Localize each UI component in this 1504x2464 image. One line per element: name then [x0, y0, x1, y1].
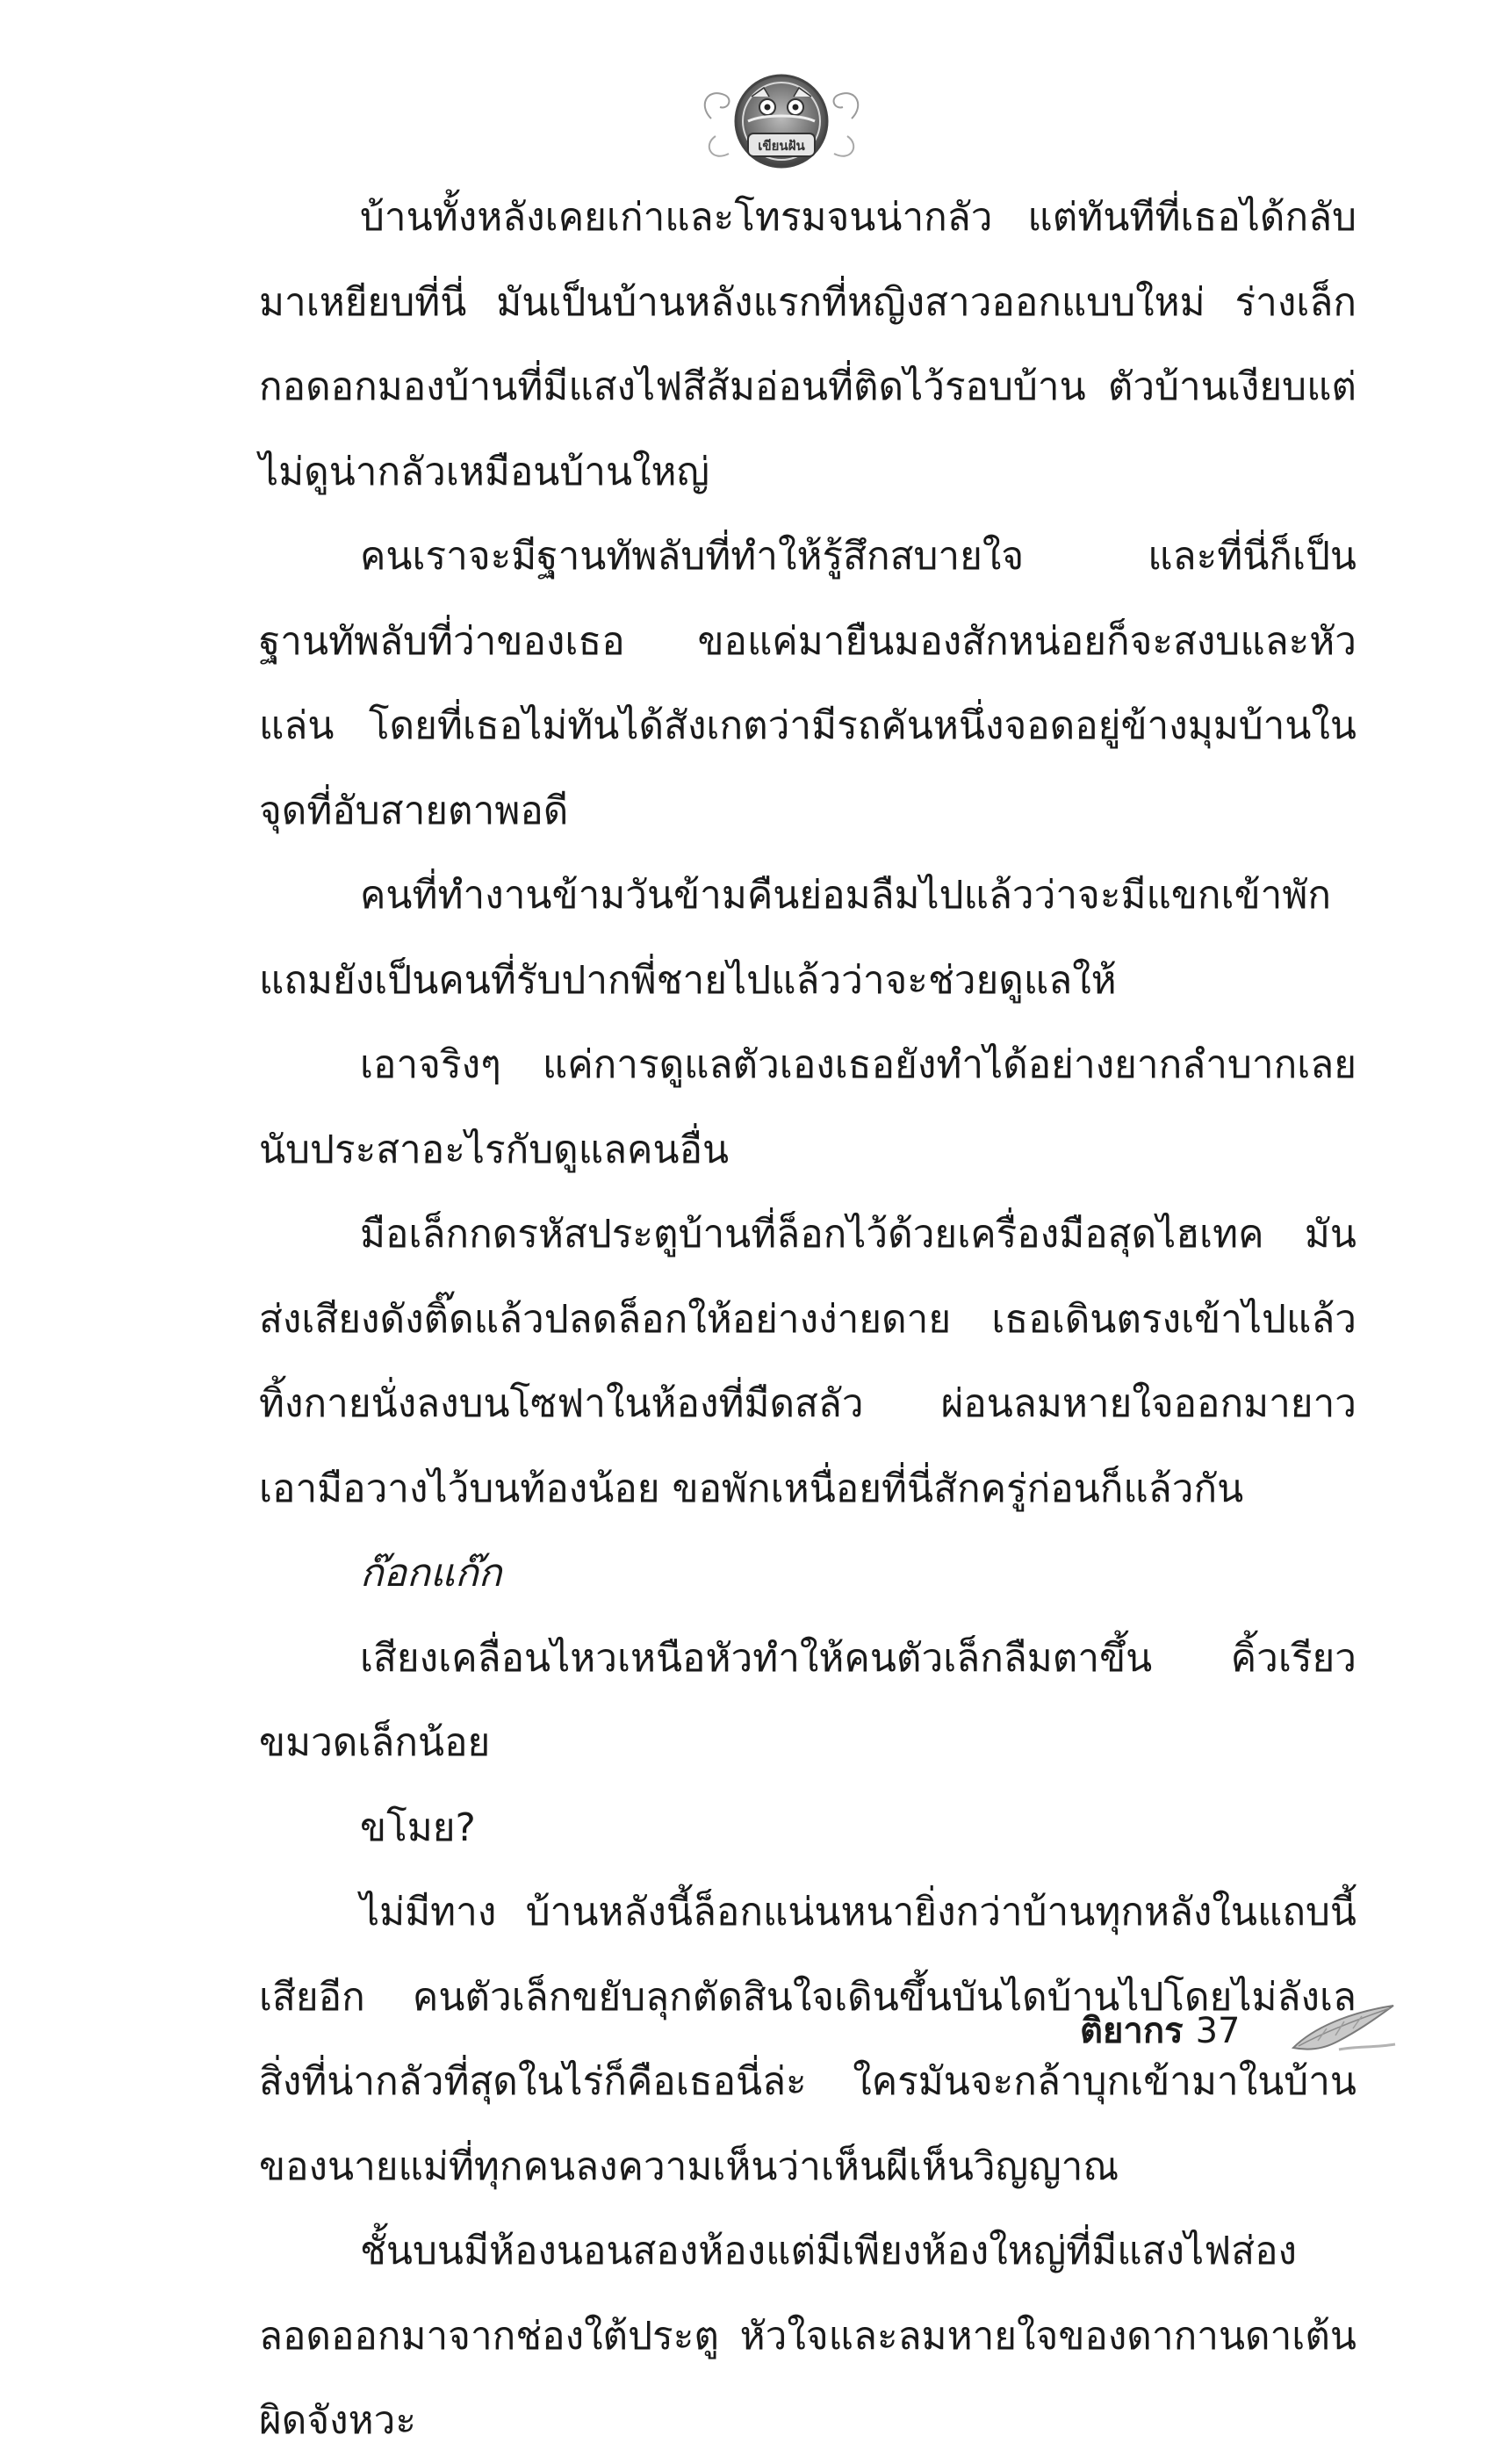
page-number: 37 [1195, 2011, 1241, 2051]
footer-label [1080, 2002, 1240, 2058]
book-title: ติยากร [1080, 2011, 1184, 2051]
page-footer [1080, 1993, 1414, 2064]
paragraph: เอาจริงๆ แค่การดูแลตัวเองเธอยังทำได้อย่างยากลำบากเลยนับประสาอะไรกับดูแลคนอื่น [259, 1042, 1356, 1172]
paragraph: เสียงเคลื่อนไหวเหนือหัวทำให้คนตัวเล็กลืมตาขึ้น คิ้วเรียวขมวดเล็กน้อย [259, 1635, 1356, 1765]
publisher-logo [694, 53, 869, 184]
logo-text: เขียนฝัน [758, 138, 805, 154]
paragraph: บ้านทั้งหลังเคยเก่าและโทรมจนน่ากลัว แต่ทันทีที่เธอได้กลับมาเหยียบที่นี่ มันเป็นบ้านหลังแรกที่หญิงสาวออกแบบใหม่ ร่างเล็กกอดอกมองบ้านที่มีแสงไฟสีส้มอ่อนที่ติดไว้รอบบ้าน ตัวบ้านเงียบแต่ไม่ดูน่ากลัวเหมือนบ้านใหญ่ [259, 195, 1356, 494]
paragraph: ชั้นบนมีห้องนอนสองห้องแต่มีเพียงห้องใหญ่ที่มีแสงไฟส่องลอดออกมาจากช่องใต้ประตู หัวใจและลมหายใจของดากานดาเต้นผิดจังหวะ [259, 2229, 1356, 2443]
story-text [259, 176, 1356, 2464]
paragraph-sound-effect: ก๊อกแก๊ก [360, 1551, 502, 1596]
paragraph: คนที่ทำงานข้ามวันข้ามคืนย่อมลืมไปแล้วว่าจะมีแขกเข้าพักแถมยังเป็นคนที่รับปากพี่ชายไปแล้วว่าจะช่วยดูแลให้ [259, 873, 1332, 1003]
paragraph: ขโมย? [360, 1805, 476, 1850]
paragraph: มือเล็กกดรหัสประตูบ้านที่ล็อกไว้ด้วยเครื่องมือสุดไฮเทค มันส่งเสียงดังติ๊ดแล้วปลดล็อกให้อย่างง่ายดาย เธอเดินตรงเข้าไปแล้วทิ้งกายนั่งลงบนโซฟาในห้องที่มืดสลัว ผ่อนลมหายใจออกมายาว เอามือวางไว้บนท้องน้อย ขอพักเหนื่อยที่นี่สักครู่ก่อนก็แล้วกัน [259, 1212, 1356, 1511]
quill-ornament-icon [1286, 1993, 1400, 2064]
paragraph: ไม่มีทาง บ้านหลังนี้ล็อกแน่นหนายิ่งกว่าบ้านทุกหลังในแถบนี้เสียอีก คนตัวเล็กขยับลุกตัดสินใจเดินขึ้นบันไดบ้านไปโดยไม่ลังเลสิ่งที่น่ากลัวที่สุดในไร่ก็คือเธอนี่ล่ะ ใครมันจะกล้าบุกเข้ามาในบ้านของนายแม่ที่ทุกคนลงความเห็นว่าเห็นผีเห็นวิญญาณ [259, 1890, 1356, 2189]
paragraph: คนเราจะมีฐานทัพลับที่ทำให้รู้สึกสบายใจ และที่นี่ก็เป็นฐานทัพลับที่ว่าของเธอ ขอแค่มายืนมองสักหน่อยก็จะสงบและหัวแล่น โดยที่เธอไม่ทันได้สังเกตว่ามีรถคันหนึ่งจอดอยู่ข้างมุมบ้านในจุดที่อับสายตาพอดี [259, 534, 1356, 833]
publisher-logo-graphic [694, 53, 869, 184]
